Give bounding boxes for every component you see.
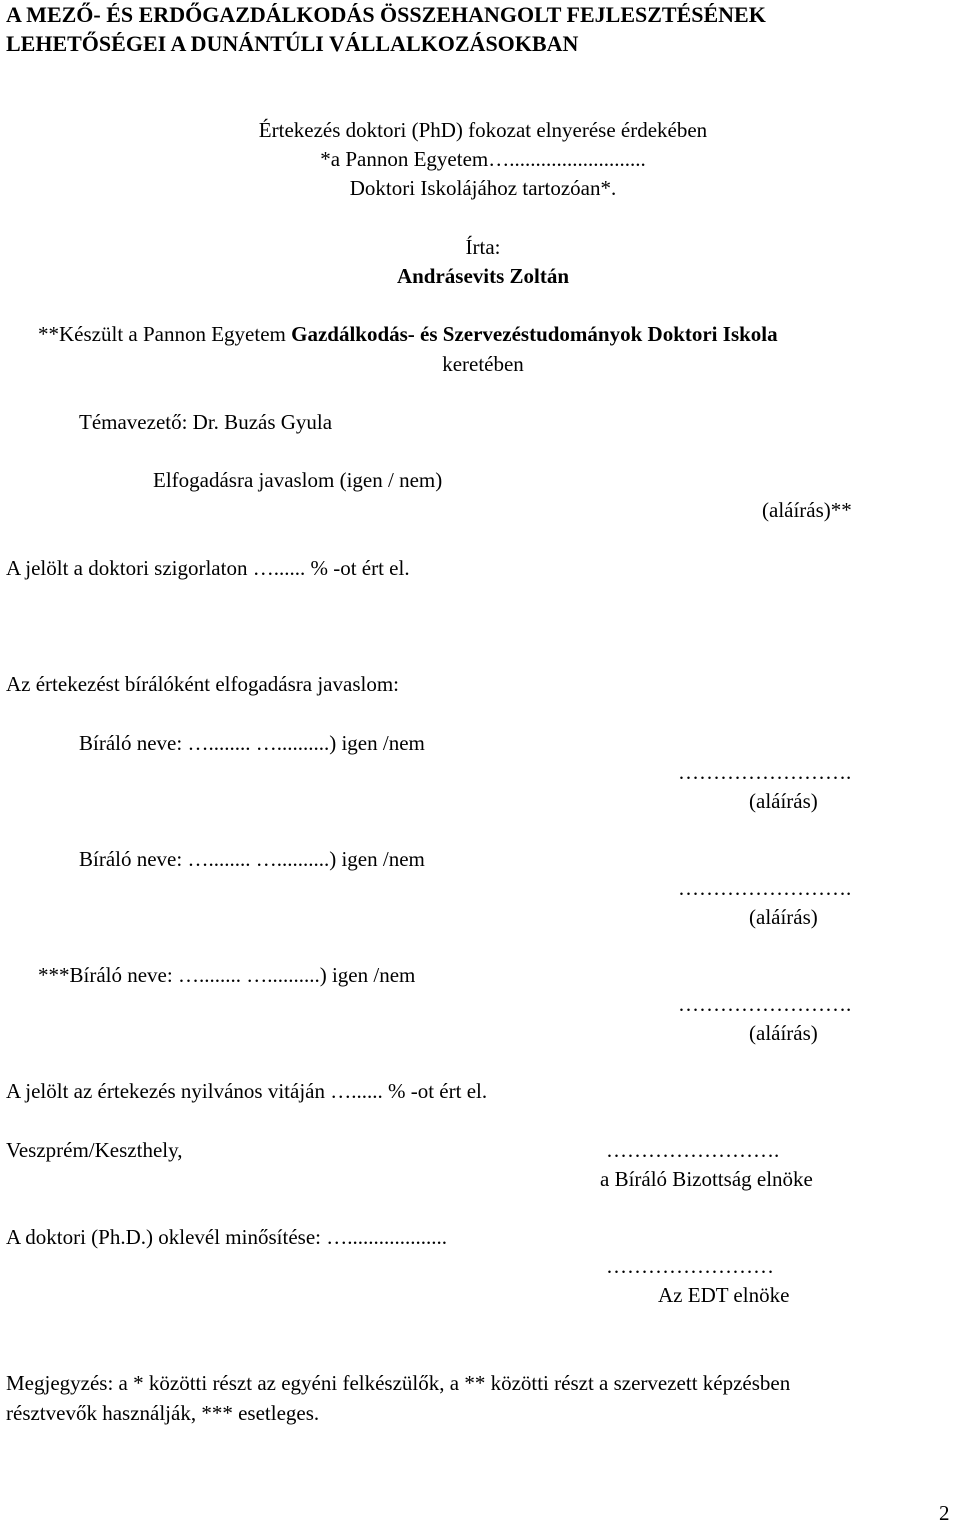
reviewers-intro: Az értekezést bírálóként elfogadásra javaslom: [6, 672, 399, 696]
reviewer-1-signature-dots: ……………………. [678, 760, 852, 784]
school-line [38, 324, 778, 345]
reviewer-3-signature-dots: ……………………. [678, 992, 852, 1016]
note-line-2: résztvevők használják, *** esetleges. [6, 1401, 320, 1425]
diploma-label: A doktori (Ph.D.) oklevél minősítése: …................... [6, 1225, 447, 1249]
reviewer-3-signature: (aláírás) [749, 1021, 818, 1045]
edt-role: Az EDT elnöke [658, 1283, 790, 1307]
school-name: Gazdálkodás- és Szervezéstudományok Doktori Iskola [291, 322, 778, 346]
supervisor-recommend: Elfogadásra javaslom (igen / nem) [153, 468, 443, 492]
reviewer-1-name: Bíráló neve: …........ …..........) igen /nem [79, 731, 425, 755]
note-line-1: Megjegyzés: a * közötti részt az egyéni felkészülők, a ** közötti részt a szervezett képzésben [6, 1371, 791, 1395]
edt-signature-dots: …………………… [606, 1254, 774, 1278]
reviewer-2-signature: (aláírás) [749, 905, 818, 929]
school-suffix: keretében [442, 352, 524, 376]
defense-result: A jelölt az értekezés nyilvános vitáján …...... % -ot ért el. [6, 1079, 488, 1103]
committee-role: a Bíráló Bizottság elnöke [600, 1167, 813, 1191]
title-line-1: A MEZŐ- ÉS ERDŐGAZDÁLKODÁS ÖSSZEHANGOLT FEJLESZTÉSÉNEK [6, 2, 766, 27]
purpose-line-1: Értekezés doktori (PhD) fokozat elnyerése érdekében [258, 118, 708, 142]
school-prefix: **Készült a Pannon Egyetem [38, 322, 292, 346]
supervisor-signature: (aláírás)** [762, 498, 852, 522]
purpose-line-2: *a Pannon Egyetem….......................... [320, 147, 646, 171]
supervisor-label: Témavezető: Dr. Buzás Gyula [79, 410, 333, 434]
reviewer-3-name: ***Bíráló neve: …........ …..........) igen /nem [38, 963, 416, 987]
author-name: Andrásevits Zoltán [396, 264, 570, 288]
exam-result: A jelölt a doktori szigorlaton …...... % -ot ért el. [6, 556, 410, 580]
page-number: 2 [939, 1501, 950, 1525]
reviewer-2-name: Bíráló neve: …........ …..........) igen /nem [79, 847, 425, 871]
committee-place: Veszprém/Keszthely, [6, 1138, 183, 1162]
author-label: Írta: [465, 235, 501, 259]
title-line-2: LEHETŐSÉGEI A DUNÁNTÚLI VÁLLALKOZÁSOKBAN [6, 31, 579, 56]
reviewer-2-signature-dots: ……………………. [678, 876, 852, 900]
committee-signature-dots: ……………………. [606, 1138, 780, 1162]
purpose-line-3: Doktori Iskolájához tartozóan*. [349, 176, 617, 200]
reviewer-1-signature: (aláírás) [749, 789, 818, 813]
